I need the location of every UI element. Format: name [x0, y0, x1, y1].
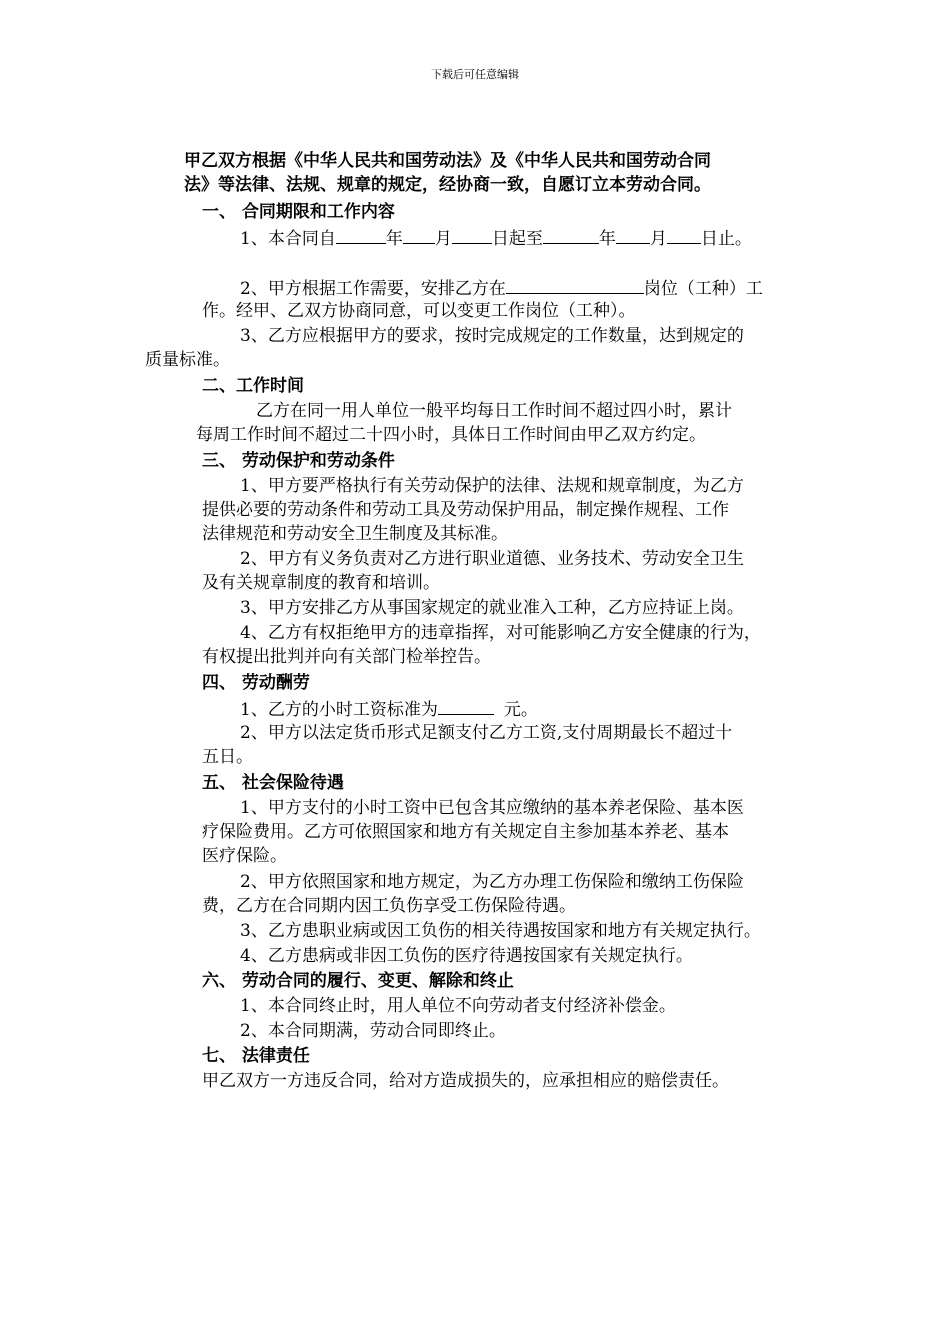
section-4-heading: 四、 劳动酬劳 [202, 673, 310, 693]
end-day-blank [667, 226, 701, 244]
wage-clause-2-line-2: 五日。 [202, 747, 253, 767]
job-clause-line-1: 2、甲方根据工作需要，安排乙方在 岗位（工种）工 [240, 276, 763, 300]
protection-clause-1-line-3: 法律规范和劳动安全卫生制度及其标准。 [202, 524, 508, 544]
insurance-clause-3: 3、乙方患职业病或因工负伤的相关待遇按国家和地方有关规定执行。 [240, 921, 761, 941]
section-7-heading: 七、 法律责任 [202, 1046, 310, 1066]
intro-line-2: 法》等法律、法规、规章的规定，经协商一致，自愿订立本劳动合同。 [184, 175, 711, 195]
protection-clause-4-line-2: 有权提出批判并向有关部门检举控告。 [202, 647, 491, 667]
quality-clause-line-1: 3、乙方应根据甲方的要求，按时完成规定的工作数量，达到规定的 [240, 326, 744, 346]
termination-clause-1: 1、本合同终止时，用人单位不向劳动者支付经济补偿金。 [240, 996, 676, 1016]
protection-clause-2-line-1: 2、甲方有义务负责对乙方进行职业道德、业务技术、劳动安全卫生 [240, 549, 744, 569]
wage-clause-2-line-1: 2、甲方以法定货币形式足额支付乙方工资,支付周期最长不超过十 [240, 723, 733, 743]
protection-clause-2-line-2: 及有关规章制度的教育和培训。 [202, 573, 440, 593]
protection-clause-4-line-1: 4、乙方有权拒绝甲方的违章指挥，对可能影响乙方安全健康的行为， [240, 623, 761, 643]
hours-clause-line-1: 乙方在同一用人单位一般平均每日工作时间不超过四小时，累计 [256, 401, 732, 421]
section-5-heading: 五、 社会保险待遇 [202, 773, 344, 793]
insurance-clause-1-line-1: 1、甲方支付的小时工资中已包含其应缴纳的基本养老保险、基本医 [240, 798, 744, 818]
end-year-blank [543, 226, 599, 244]
hours-clause-line-2: 每周工作时间不超过二十四小时，具体日工作时间由甲乙双方约定。 [196, 425, 706, 445]
section-2-heading: 二、工作时间 [202, 376, 304, 396]
protection-clause-1-line-1: 1、甲方要严格执行有关劳动保护的法律、法规和规章制度，为乙方 [240, 476, 744, 496]
insurance-clause-2-line-1: 2、甲方依照国家和地方规定，为乙方办理工伤保险和缴纳工伤保险 [240, 872, 744, 892]
start-day-blank [452, 226, 492, 244]
position-blank [506, 276, 644, 294]
termination-clause-2: 2、本合同期满，劳动合同即终止。 [240, 1021, 506, 1041]
section-3-heading: 三、 劳动保护和劳动条件 [202, 451, 395, 471]
job-clause-line-2: 作。经甲、乙双方协商同意，可以变更工作岗位（工种）。 [202, 301, 636, 321]
liability-clause: 甲乙双方一方违反合同，给对方造成损失的，应承担相应的赔偿责任。 [202, 1071, 729, 1091]
intro-line-1: 甲乙双方根据《中华人民共和国劳动法》及《中华人民共和国劳动合同 [184, 151, 711, 171]
insurance-clause-2-line-2: 费，乙方在合同期内因工负伤享受工伤保险待遇。 [202, 896, 576, 916]
section-1-heading: 一、 合同期限和工作内容 [202, 202, 395, 222]
hourly-wage-blank [438, 697, 494, 715]
start-month-blank [403, 226, 435, 244]
page-header-note: 下载后可任意编辑 [431, 68, 519, 81]
section-6-heading: 六、 劳动合同的履行、变更、解除和终止 [202, 971, 514, 991]
protection-clause-1-line-2: 提供必要的劳动条件和劳动工具及劳动保护用品，制定操作规程、工作 [202, 500, 729, 520]
insurance-clause-4: 4、乙方患病或非因工负伤的医疗待遇按国家有关规定执行。 [240, 946, 693, 966]
end-month-blank [616, 226, 650, 244]
protection-clause-3: 3、甲方安排乙方从事国家规定的就业准入工种，乙方应持证上岗。 [240, 598, 744, 618]
term-clause: 1、本合同自 年 月 日起至 年 月 日止。 [240, 226, 752, 250]
quality-clause-line-2: 质量标准。 [145, 350, 230, 370]
wage-clause-1: 1、乙方的小时工资标准为 元。 [240, 697, 538, 721]
insurance-clause-1-line-3: 医疗保险。 [202, 846, 287, 866]
start-year-blank [336, 226, 386, 244]
insurance-clause-1-line-2: 疗保险费用。乙方可依照国家和地方有关规定自主参加基本养老、基本 [202, 822, 729, 842]
